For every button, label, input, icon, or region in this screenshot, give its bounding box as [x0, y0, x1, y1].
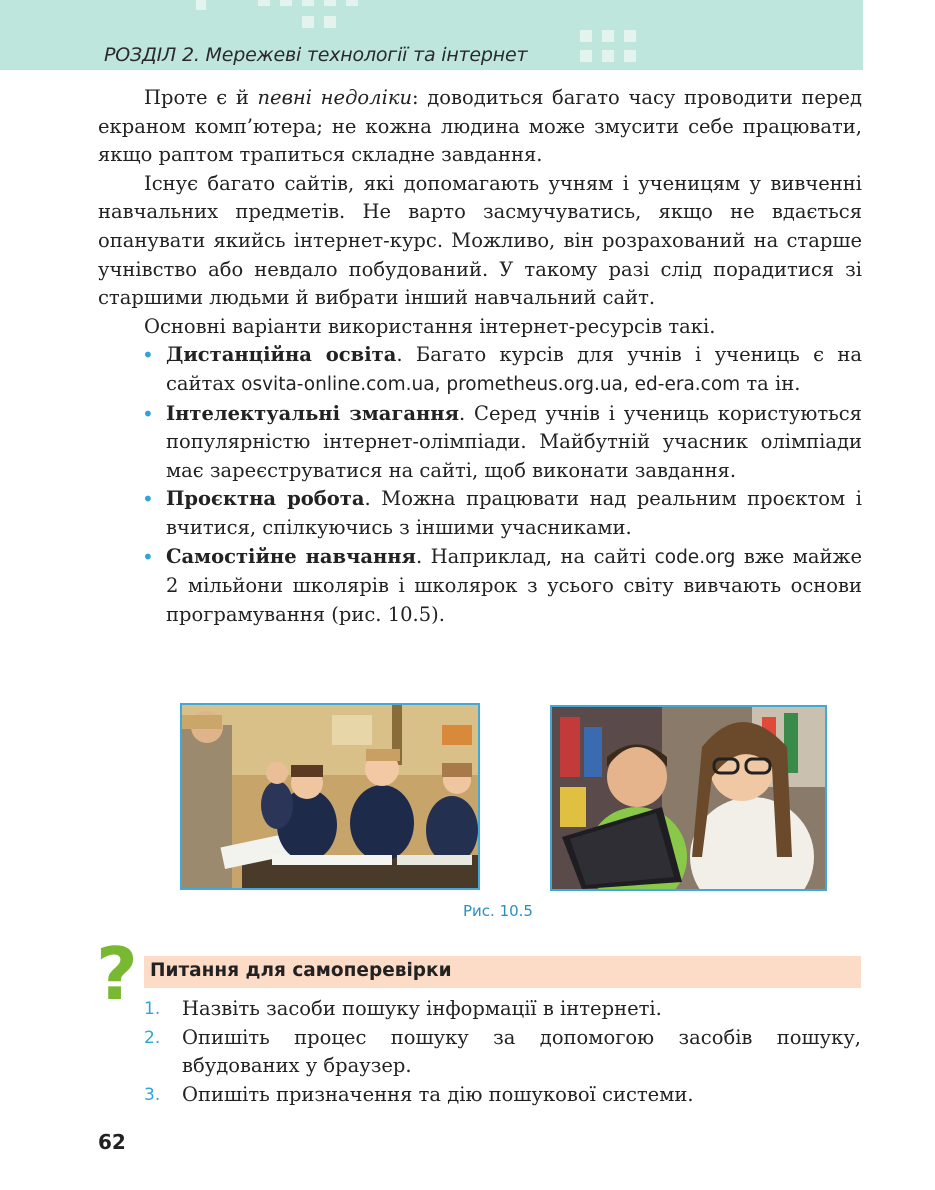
list-item: • Інтелектуальні змагання. Серед учнів і учениць користуються популярністю інтернет-олімпіади. Майбутній учасник олімпіади має зареєструватися на сайті, щоб виконати завдання. — [166, 400, 862, 486]
question-mark-icon: ? — [96, 932, 138, 1016]
page-number: 62 — [98, 1130, 126, 1154]
list-item: • Дистанційна освіта. Багато курсів для учнів і учениць є на сайтах osvita-online.com.ua, prometheus.org.ua, ed-era.com та ін. — [166, 341, 862, 399]
figure-caption: Рис. 10.5 — [463, 902, 533, 920]
classroom-illustration — [182, 705, 478, 888]
usage-list — [98, 341, 862, 629]
list-item: • Проєктна робота. Можна працювати над реальним проєктом і вчитися, спілкуючись з іншими учасниками. — [166, 485, 862, 542]
questions-title: Питання для самоперевірки — [150, 960, 452, 981]
paragraph-sites: Існує багато сайтів, які допомагають учням і ученицям у вивченні навчальних предметів. Не варто засмучуватись, якщо не вдається опанувати якийсь інтернет-курс. Можливо, він розрахований на старше учнівство або невдало побудований. У такому разі слід порадитися зі старшими людьми й вибрати інший навчальний сайт. — [98, 171, 862, 310]
chapter-title: РОЗДІЛ 2. Мережеві технології та інтернет — [104, 44, 528, 66]
paragraph-intro-list: Основні варіанти використання інтернет-ресурсів такі. — [144, 314, 716, 338]
questions-list — [144, 995, 861, 1109]
question-item: 2. Опишіть процес пошуку за допомогою засобів пошуку, вбудованих у браузер. — [144, 1025, 861, 1078]
paragraph-drawbacks: Проте є й певні недоліки: доводиться багато часу проводити перед екраном комп’ютера; не кожна людина може змусити себе працювати, якщо раптом трапиться складне завдання. — [98, 86, 862, 167]
tablet-illustration — [552, 707, 825, 889]
body-text — [98, 84, 862, 629]
photo-children-tablet — [550, 705, 827, 891]
question-item: 3. Опишіть призначення та дію пошукової системи. — [144, 1082, 694, 1106]
question-item: 1. Назвіть засоби пошуку інформації в інтернеті. — [144, 997, 662, 1020]
photo-classroom — [180, 703, 480, 890]
list-item: • Самостійне навчання. Наприклад, на сайті code.org вже майже 2 мільйони школярів і школярок з усього світу вивчають основи програмування (рис. 10.5). — [166, 543, 862, 630]
